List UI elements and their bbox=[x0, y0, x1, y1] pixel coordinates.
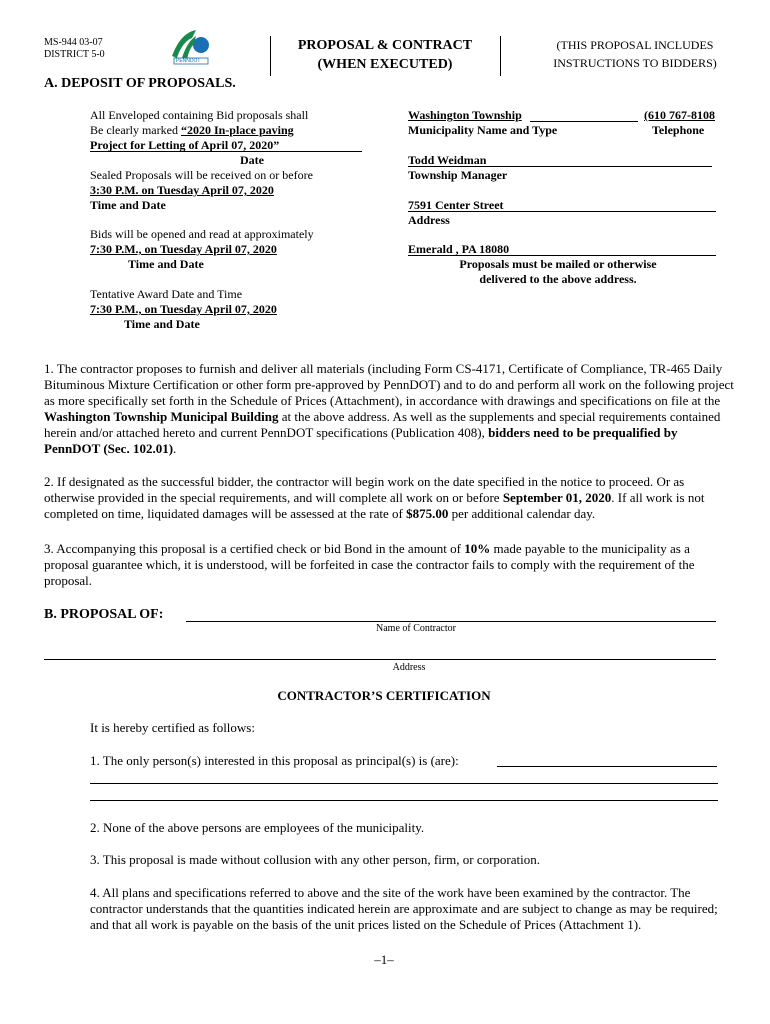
time-date-caption-1: Time and Date bbox=[90, 198, 166, 212]
date-caption: Date bbox=[240, 153, 264, 167]
project-underline bbox=[90, 151, 362, 152]
header-divider-right bbox=[500, 36, 501, 76]
mail-instruction-1: Proposals must be mailed or otherwise bbox=[459, 257, 657, 271]
city-address: Emerald , PA 18080 bbox=[408, 242, 510, 256]
certification-item-2: 2. None of the above persons are employees of the municipality. bbox=[90, 820, 425, 835]
title-line-1: PROPOSAL & CONTRACT bbox=[297, 38, 473, 53]
manager-underline bbox=[408, 166, 712, 167]
street-address: 7591 Center Street bbox=[408, 198, 504, 212]
street-underline bbox=[408, 211, 716, 212]
received-time-date: 3:30 P.M. on Tuesday April 07, 2020 bbox=[90, 183, 274, 197]
contractor-name-caption: Name of Contractor bbox=[376, 623, 456, 634]
bids-opened-text: Bids will be opened and read at approximately bbox=[90, 227, 314, 241]
municipality-name: Washington Township bbox=[408, 108, 522, 122]
telephone-caption: Telephone bbox=[652, 123, 705, 137]
address-caption: Address bbox=[408, 213, 450, 227]
municipality-underline bbox=[530, 121, 638, 122]
certification-item-1: 1. The only person(s) interested in this proposal as principal(s) is (are): bbox=[90, 753, 459, 768]
principals-line-2[interactable] bbox=[90, 783, 718, 784]
city-underline bbox=[408, 255, 716, 256]
contractor-address-caption: Address bbox=[392, 662, 426, 673]
logo-text: PENNDOT bbox=[176, 58, 201, 64]
paragraph-2: 2. If designated as the successful bidder, the contractor will begin work on the date specified in the notice to proceed. Or as otherwise provided in the special requirements, and will complete all work on or before September 01, 2020. If all work is not completed on time, liquidated damages will be assessed at the rate of $875.00 per additional calendar day. bbox=[44, 474, 705, 521]
principals-line-3[interactable] bbox=[90, 800, 718, 801]
deposit-line-2: Be clearly marked “2020 In-place paving bbox=[90, 123, 294, 137]
sealed-proposals-text: Sealed Proposals will be received on or before bbox=[90, 168, 313, 182]
certification-item-4: 4. All plans and specifications referred to above and the site of the work have been examined by the contractor. The contractor understands that the quantities indicated herein are approximate and are subject to change as may be required; and that all work is payable on the basis of the unit prices listed on the Schedule of Prices (Attachment 1). bbox=[90, 885, 718, 932]
telephone-number: (610 767-8108 bbox=[644, 108, 715, 122]
contractor-address-line[interactable] bbox=[44, 659, 716, 660]
certification-item-3: 3. This proposal is made without collusion with any other person, firm, or corporation. bbox=[90, 852, 540, 867]
header-divider-left bbox=[270, 36, 271, 76]
award-time-date: 7:30 P.M., on Tuesday April 07, 2020 bbox=[90, 302, 277, 316]
manager-name: Todd Weidman bbox=[408, 153, 487, 167]
section-a-heading: A. DEPOSIT OF PROPOSALS. bbox=[44, 76, 236, 91]
certification-title: CONTRACTOR’S CERTIFICATION bbox=[277, 688, 491, 703]
municipality-caption: Municipality Name and Type bbox=[408, 123, 558, 137]
opening-time-date: 7:30 P.M., on Tuesday April 07, 2020 bbox=[90, 242, 277, 256]
note-line-2: INSTRUCTIONS TO BIDDERS) bbox=[553, 56, 717, 70]
paragraph-1: 1. The contractor proposes to furnish and deliver all materials (including Form CS-4171, Certificate of Compliance, TR-465 Daily Bituminous Mixture Certification or other form pre-approved by PennDOT) and to do and perform all work on the following project as more specifically set forth in the Schedule of Prices (Attachment), in accordance with drawings and specifications on file at the Washington Township Municipal Building at the above address. As well as the supplements and special requirements contained herein and/or attached hereto and current PennDOT specifications (Publication 408), bidders need to be prequalified by PennDOT (Sec. 102.01). bbox=[44, 361, 734, 456]
deposit-line-1: All Enveloped containing Bid proposals shall bbox=[90, 108, 309, 122]
note-line-1: (THIS PROPOSAL INCLUDES bbox=[556, 38, 714, 52]
award-date-text: Tentative Award Date and Time bbox=[90, 287, 243, 301]
manager-title: Township Manager bbox=[408, 168, 508, 182]
mail-instruction-2: delivered to the above address. bbox=[479, 272, 637, 286]
time-date-caption-3: Time and Date bbox=[124, 317, 200, 331]
section-b-heading: B. PROPOSAL OF: bbox=[44, 607, 164, 622]
contractor-name-line[interactable] bbox=[186, 621, 716, 622]
penndot-logo bbox=[168, 26, 212, 66]
principals-line-1[interactable] bbox=[497, 766, 717, 767]
certification-intro: It is hereby certified as follows: bbox=[90, 720, 255, 735]
paragraph-3: 3. Accompanying this proposal is a certified check or bid Bond in the amount of 10% made payable to the municipality as a proposal guarantee which, it is understood, will be forfeited in case the contractor fails to comply with the requirement of the proposal. bbox=[44, 541, 695, 588]
page-number: –1– bbox=[374, 952, 394, 967]
deposit-project-name: Project for Letting of April 07, 2020” bbox=[90, 138, 280, 152]
district-code: DISTRICT 5-0 bbox=[44, 49, 105, 60]
form-code: MS-944 03-07 bbox=[44, 37, 103, 48]
title-line-2: (WHEN EXECUTED) bbox=[317, 57, 453, 72]
time-date-caption-2: Time and Date bbox=[128, 257, 204, 271]
